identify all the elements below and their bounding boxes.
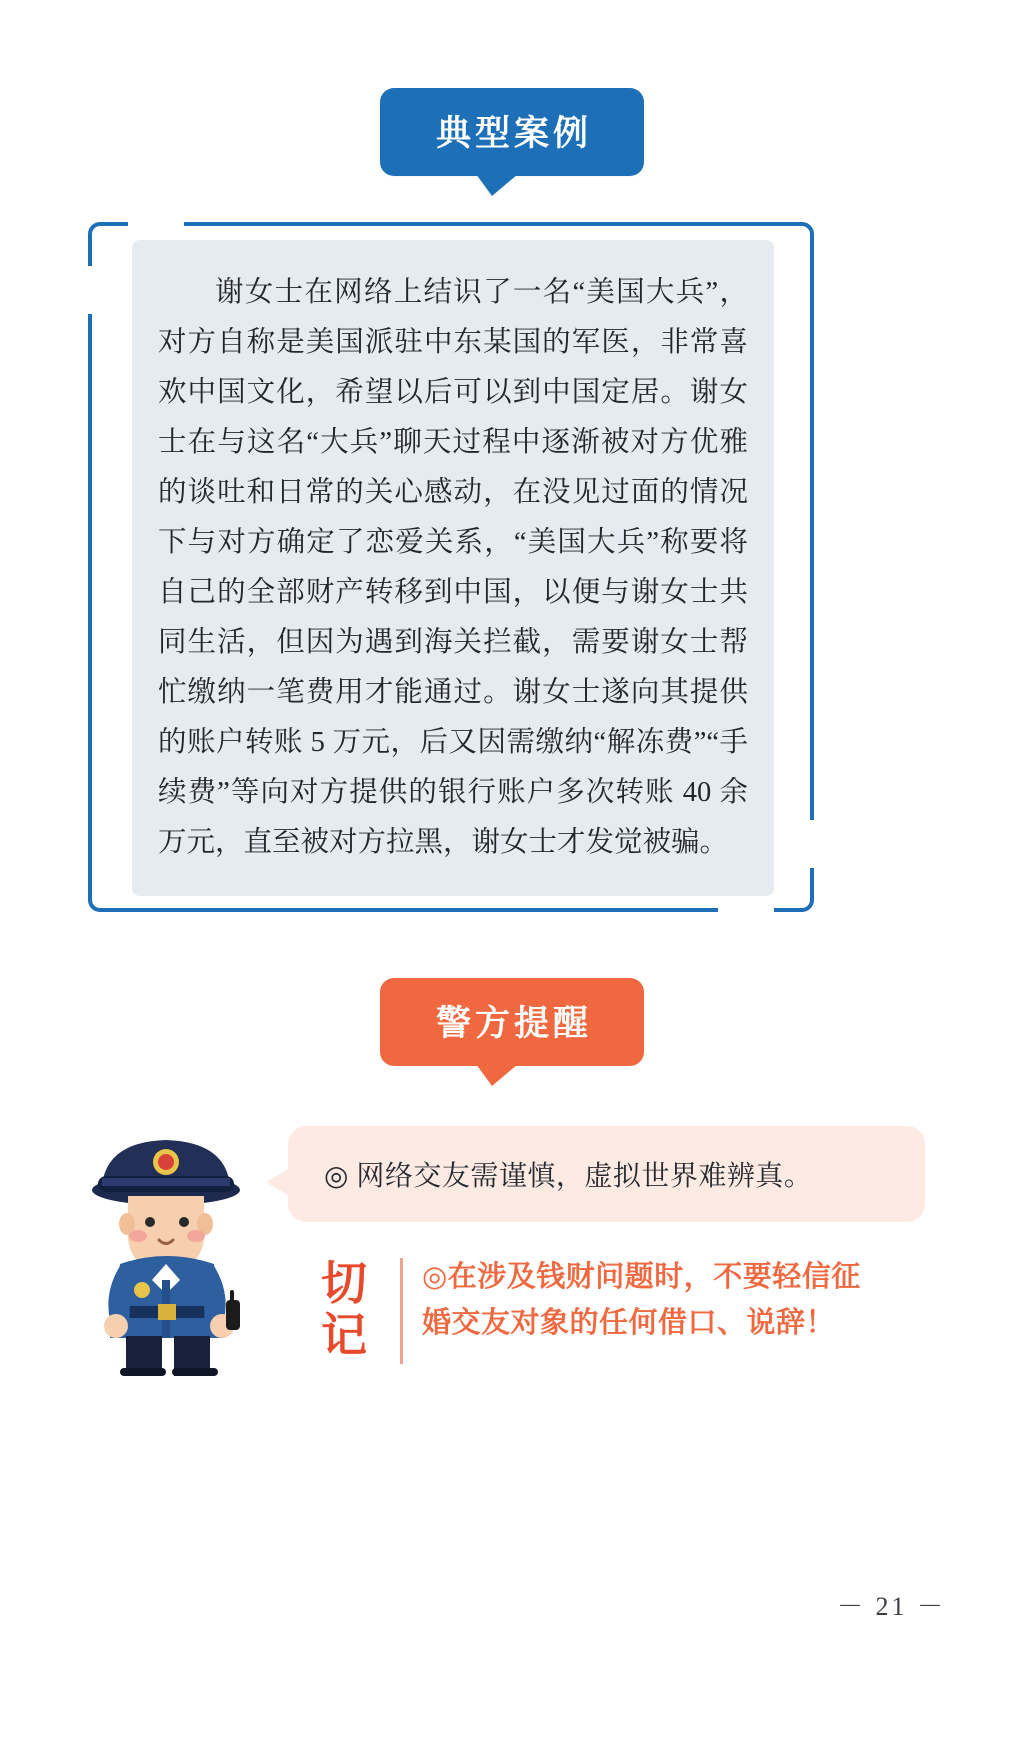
remember-text: ◎在涉及钱财问题时，不要轻信征婚交友对象的任何借口、说辞！ xyxy=(422,1261,861,1339)
case-badge-pointer-icon xyxy=(476,174,518,196)
outline-notch-right xyxy=(804,820,814,868)
outline-notch-top xyxy=(128,222,184,232)
case-box xyxy=(88,222,814,922)
case-badge-label: 典型案例 xyxy=(435,114,592,153)
tip-badge-container xyxy=(0,978,1024,1066)
tip-bubble-text: ◎ 网络交友需谨慎，虚拟世界难辨真。 xyxy=(324,1161,813,1192)
police-officer-icon xyxy=(62,1124,274,1376)
case-badge xyxy=(380,88,644,176)
remember-label: 切记 xyxy=(321,1258,367,1361)
tip-speech-bubble xyxy=(288,1126,925,1222)
page-number: － 21 － xyxy=(836,1592,946,1621)
tip-badge-label: 警方提醒 xyxy=(435,1004,592,1043)
tip-badge-pointer-icon xyxy=(476,1064,518,1086)
bubble-pointer-icon xyxy=(266,1168,290,1196)
tip-badge xyxy=(380,978,644,1066)
case-badge-container xyxy=(0,88,1024,176)
outline-notch-left xyxy=(88,266,98,314)
remember-divider xyxy=(400,1258,403,1364)
case-body-text: 谢女士在网络上结识了一名“美国大兵”，对方自称是美国派驻中东某国的军医，非常喜欢中国文化，希望以后可以到中国定居。谢女士在与这名“大兵”聊天过程中逐渐被对方优雅的谈吐和日常的关心感动，在没见过面的情况下与对方确定了恋爱关系，“美国大兵”称要将自己的全部财产转移到中国，以便与谢女士共同生活，但因为遇到海关拦截，需要谢女士帮忙缴纳一笔费用才能通过。谢女士遂向其提供的账户转账 5 万元，后又因需缴纳“解冻费”“手续费”等向对方提供的银行账户多次转账 40 余万元，直至被对方拉黑，谢女士才发觉被骗。 xyxy=(158,277,748,858)
outline-notch-bottom xyxy=(718,902,774,912)
